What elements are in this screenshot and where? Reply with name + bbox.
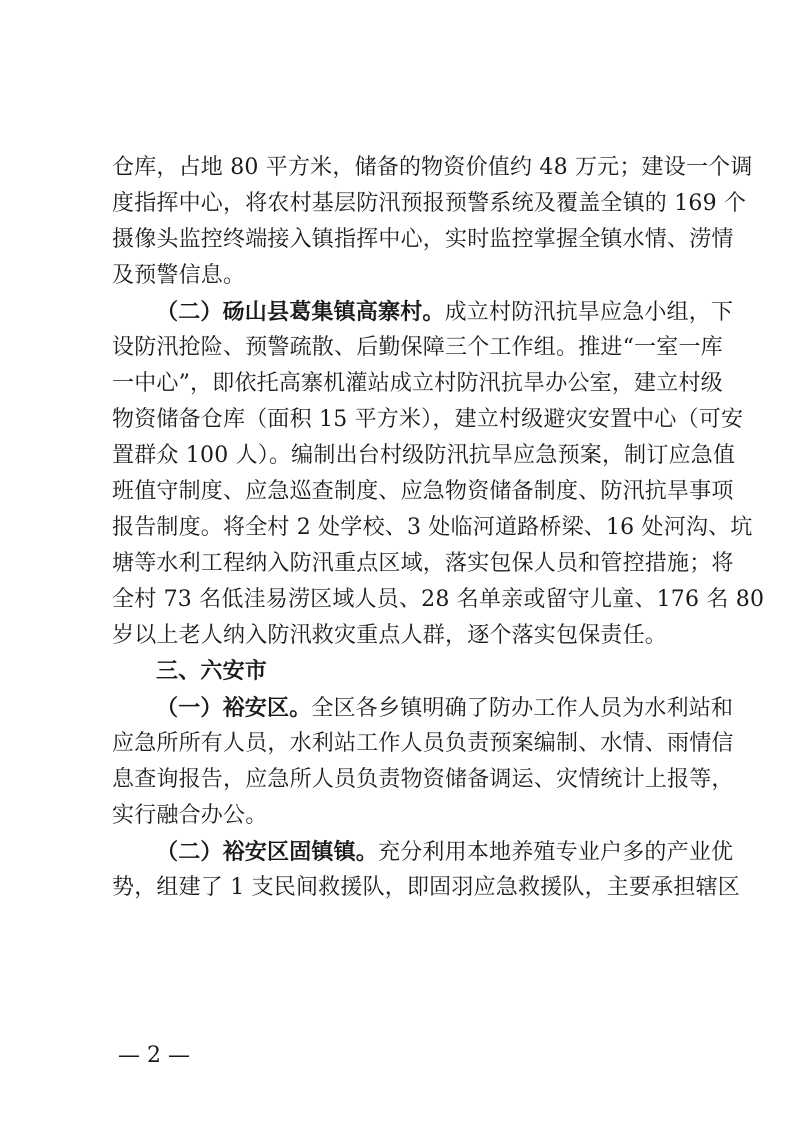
text-run: 充分利用本地养殖专业户多的产业优 (378, 840, 734, 865)
text-line: 应急所所有人员，水利站工作人员负责预案编制、水情、雨情信 (112, 731, 734, 756)
section-subtitle: （二）砀山县葛集镇高寨村。 (156, 299, 445, 325)
document-body (112, 150, 765, 906)
text-run: 成立村防汛抗旱应急小组，下 (444, 300, 734, 325)
text-line: 势，组建了 1 支民间救援队，即固羽应急救援队，主要承担辖区 (112, 875, 740, 900)
text-run: 全区各乡镇明确了防办工作人员为水利站和 (311, 696, 734, 721)
paragraph-first-line (112, 690, 734, 726)
text-line: 物资储备仓库（面积 15 平方米），建立村级避灾安置中心（可安 (112, 407, 744, 432)
text-line: 息查询报告，应急所人员负责物资储备调运、灾情统计上报等， (112, 767, 734, 792)
section-subtitle: （二）裕安区固镇镇。 (156, 839, 379, 865)
text-line: 全村 73 名低洼易涝区域人员、28 名单亲或留守儿童、176 名 80 (112, 587, 765, 612)
text-line: 岁以上老人纳入防汛救灾重点人群，逐个落实包保责任。 (112, 623, 668, 648)
text-line: 塘等水利工程纳入防汛重点区域，落实包保人员和管控措施；将 (112, 551, 734, 576)
text-line: 度指挥中心，将农村基层防汛预报预警系统及覆盖全镇的 169 个 (112, 191, 747, 216)
paragraph-first-line (112, 294, 734, 330)
page-number: — 2 — (118, 1043, 190, 1068)
text-line: 及预警信息。 (112, 263, 246, 288)
text-line: 设防汛抢险、预警疏散、后勤保障三个工作组。推进“一室一库 (112, 335, 723, 360)
paragraph-first-line (112, 834, 734, 870)
section-subtitle: （一）裕安区。 (156, 695, 312, 721)
text-line: 实行融合办公。 (112, 803, 268, 828)
text-line: 置群众 100 人）。编制出台村级防汛抗旱应急预案，制订应急值 (112, 443, 736, 468)
text-line: 班值守制度、应急巡查制度、应急物资储备制度、防汛抗旱事项 (112, 479, 734, 504)
text-line: 一中心”，即依托高寨机灌站成立村防汛抗旱办公室，建立村级 (112, 371, 723, 396)
text-line: 报告制度。将全村 2 处学校、3 处临河道路桥梁、16 处河沟、坑 (112, 515, 753, 540)
section-heading: 三、六安市 (156, 659, 268, 684)
text-line: 摄像头监控终端接入镇指挥中心，实时监控掌握全镇水情、涝情 (112, 227, 734, 252)
text-line: 仓库，占地 80 平方米，储备的物资价值约 48 万元；建设一个调 (112, 155, 753, 180)
